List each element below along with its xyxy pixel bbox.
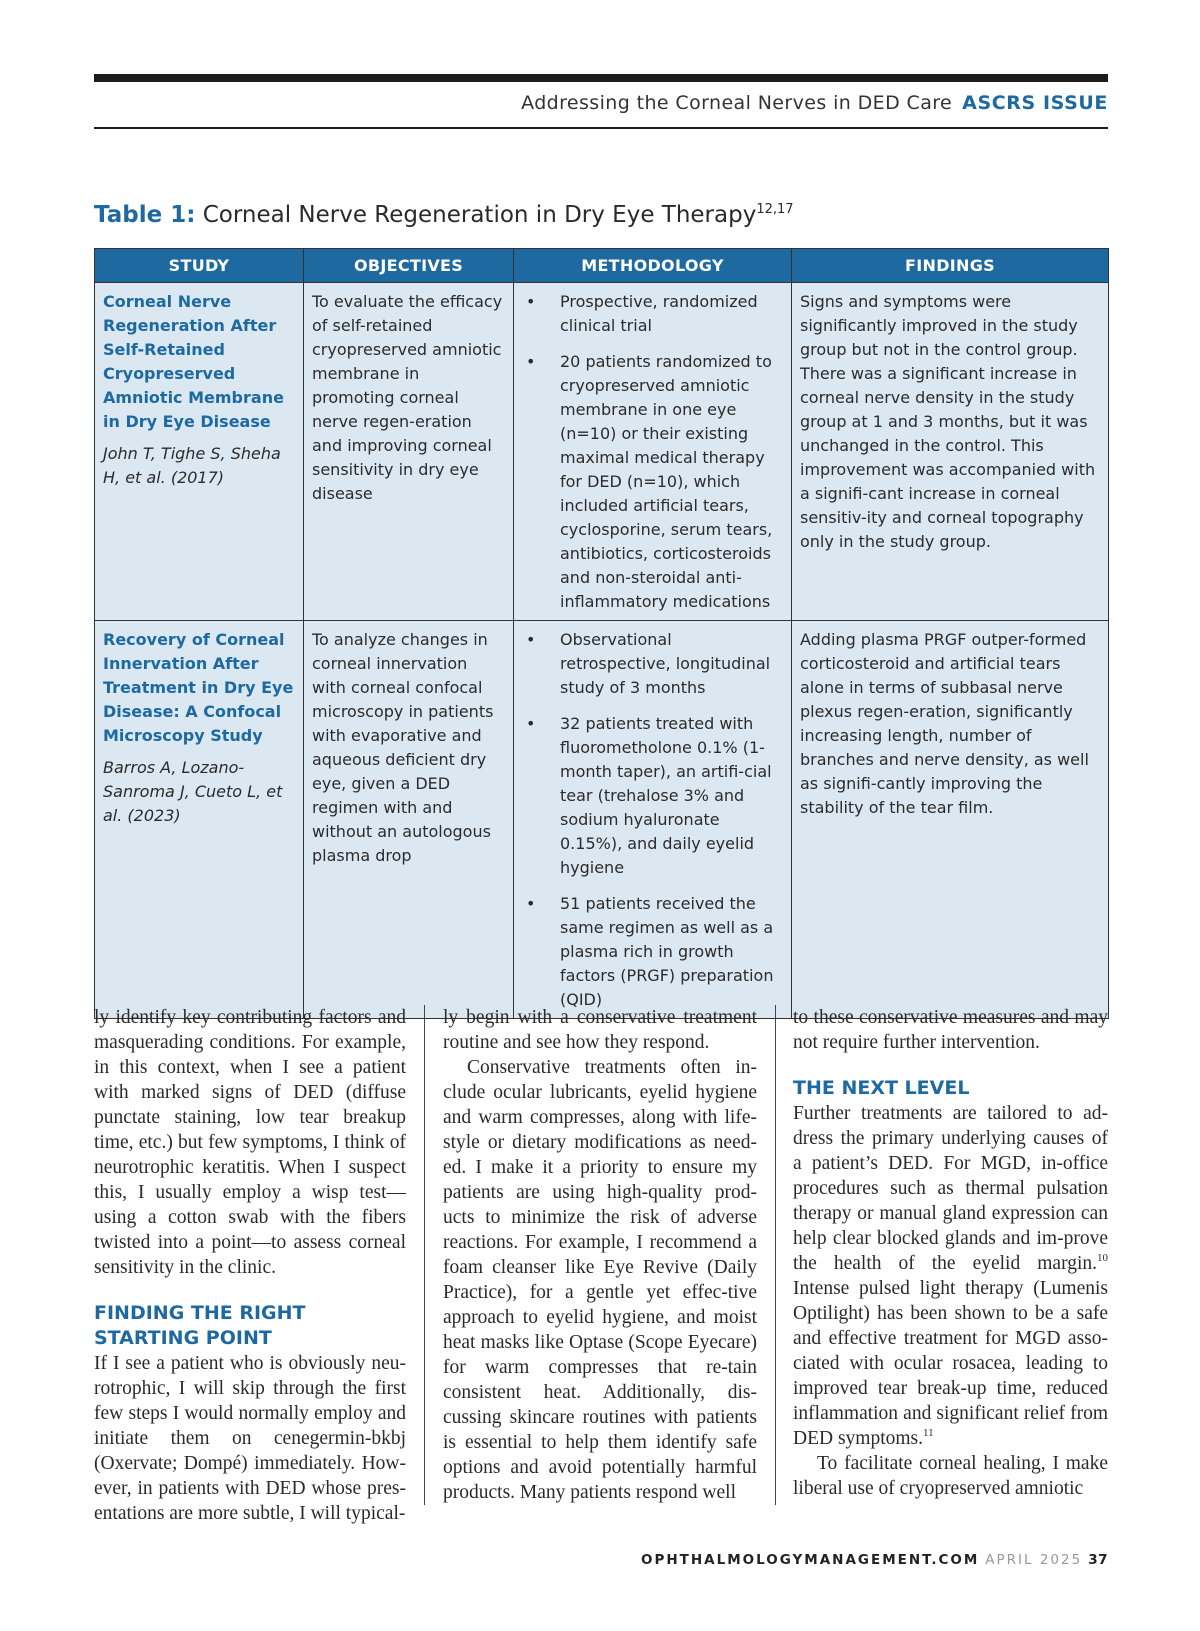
study-authors: Barros A, Lozano-Sanroma J, Cueto L, et al. (2023) (103, 758, 283, 825)
column-header-objectives: OBJECTIVES (304, 249, 514, 283)
methodology-cell (514, 283, 792, 621)
paragraph: Further treatments are tailored to ad-dress the primary underlying causes of a patient’s DED. For MGD, in-office procedures such as thermal pulsation therapy or manual gland expression can help clear blocked glands and im-prove the health of the eyelid margin.$^{10}$ Intense pulsed light therapy (Lumenis Optilight) has been shown to be a safe and effective treatment for MGD asso-ciated with ocular rosacea, leading to improved tear break-up time, reduced inflammation and significant relief from DED symptoms.$^{11}$ (793, 1103, 1108, 1449)
column-header-study: STUDY (95, 249, 304, 283)
bullet-icon: • (526, 292, 536, 311)
footer-date: APRIL 2025 (985, 1552, 1083, 1568)
paragraph: ly identify key contributing factors and masquerading conditions. For example, in this context, when I see a patient with marked signs of DED (diffuse punctate staining, low tear breakup time, etc.) but few symptoms, I think of neurotrophic keratitis. When I suspect this, I usually employ a wisp test—using a cotton swab with the fibers twisted into a point—to assess corneal sensitivity in the clinic. (94, 1007, 406, 1278)
running-head (94, 92, 1108, 114)
bullet-icon: • (526, 352, 536, 371)
study-title: Corneal Nerve Regeneration After Self-Retained Cryopreserved Amniotic Membrane in Dry Eye Disease (103, 292, 284, 431)
paragraph: To facilitate corneal healing, I make liberal use of cryopreserved amniotic (793, 1453, 1108, 1499)
methodology-item: • 51 patients received the same regimen as well as a plasma rich in growth factors (PRGF) preparation (QID) (526, 894, 774, 1009)
issue-label: ASCRS ISSUE (962, 92, 1108, 114)
paragraph: Conservative treatments often in-clude ocular lubricants, eyelid hygiene and warm compresses, along with life-style or dietary modifications as need-ed. I make it a priority to ensure my patients are using high-quality prod-ucts to minimize the risk of adverse reactions. For example, I recommend a foam cleanser like Eye Revive (Daily Practice), for a gentle yet effec-tive approach to eyelid hygiene, and moist heat masks like Optase (Scope Eyecare) for warm compresses that re-tain consistent heat. Additionally, dis-cussing skincare routines with patients is essential to help them identify safe options and avoid potentially harmful products. Many patients respond well (443, 1057, 757, 1503)
methodology-item: • 20 patients randomized to cryopreserved amniotic membrane in one eye (n=10) or their existing maximal medical therapy for DED (n=10), which included artificial tears, cyclosporine, serum tears, antibiotics, corticosteroids and non-steroidal anti-inflammatory medications (526, 352, 773, 611)
methodology-cell (514, 621, 792, 1019)
column-header-findings: FINDINGS (792, 249, 1109, 283)
paragraph: ly begin with a conservative treatment routine and see how they respond. (443, 1007, 757, 1053)
header-rule (94, 127, 1108, 129)
table-label: Table 1: (94, 202, 196, 228)
body-column-3 (793, 1005, 1108, 1501)
section-heading: THE NEXT LEVEL (793, 1077, 970, 1099)
methodology-item: • Prospective, randomized clinical trial (526, 292, 758, 335)
bullet-icon: • (526, 714, 536, 733)
objectives-cell: To evaluate the efficacy of self-retained cryopreserved amniotic membrane in promoting corneal nerve regen-eration and improving corneal sensitivity in dry eye disease (304, 283, 514, 621)
table-row (95, 621, 1109, 1019)
table-row (95, 283, 1109, 621)
study-table (94, 248, 1109, 1019)
reference-mark: 11 (923, 1427, 934, 1439)
methodology-item: • 32 patients treated with fluorometholone 0.1% (1-month taper), an artifi-cial tear (trehalose 3% and sodium hyaluronate 0.15%), and daily eyelid hygiene (526, 714, 772, 877)
findings-cell: Signs and symptoms were significantly improved in the study group but not in the control group. There was a significant increase in corneal nerve density in the study group at 1 and 3 months, but it was unchanged in the control. This improvement was accompanied with a signifi-cant increase in corneal sensitiv-ity and corneal topography only in the study group. (792, 283, 1109, 621)
body-column-1 (94, 1005, 406, 1526)
table-header-row (95, 249, 1109, 283)
top-rule (94, 74, 1108, 82)
column-divider (775, 1005, 776, 1505)
section-heading: FINDING THE RIGHT STARTING POINT (94, 1302, 306, 1349)
objectives-cell: To analyze changes in corneal innervation with corneal confocal microscopy in patients with evaporative and aqueous deficient dry eye, given a DED regimen with and without an autologous plasma drop (304, 621, 514, 1019)
page-footer (94, 1552, 1108, 1568)
table-caption: Corneal Nerve Regeneration in Dry Eye Therapy (202, 202, 757, 228)
study-authors: John T, Tighe S, Sheha H, et al. (2017) (103, 444, 281, 487)
table-refs: 12,17 (756, 202, 794, 217)
body-column-2 (443, 1005, 757, 1505)
study-cell (95, 621, 304, 1019)
study-title: Recovery of Corneal Innervation After Treatment in Dry Eye Disease: A Confocal Microscopy Study (103, 630, 294, 745)
column-divider (424, 1005, 425, 1505)
column-header-methodology: METHODOLOGY (514, 249, 792, 283)
page-number: 37 (1088, 1552, 1108, 1568)
paragraph: to these conservative measures and may not require further intervention. (793, 1007, 1108, 1053)
running-title: Addressing the Corneal Nerves in DED Care (521, 92, 953, 114)
methodology-item: • Observational retrospective, longitudinal study of 3 months (526, 630, 771, 697)
bullet-icon: • (526, 894, 536, 913)
footer-site: OPHTHALMOLOGYMANAGEMENT.COM (640, 1552, 980, 1568)
bullet-icon: • (526, 630, 536, 649)
paragraph: If I see a patient who is obviously neu-rotrophic, I will skip through the first few steps I would normally employ and initiate them on cenegermin-bkbj (Oxervate; Dompé) immediately. How-ever, in patients with DED whose pres-entations are more subtle, I will typical- (94, 1353, 406, 1524)
study-cell (95, 283, 304, 621)
table-title (94, 202, 1108, 228)
findings-cell: Adding plasma PRGF outper-formed corticosteroid and artificial tears alone in terms of subbasal nerve plexus regen-eration, significantly increasing length, number of branches and nerve density, as well as signifi-cantly improving the stability of the tear film. (792, 621, 1109, 1019)
reference-mark: 10 (1097, 1252, 1108, 1264)
